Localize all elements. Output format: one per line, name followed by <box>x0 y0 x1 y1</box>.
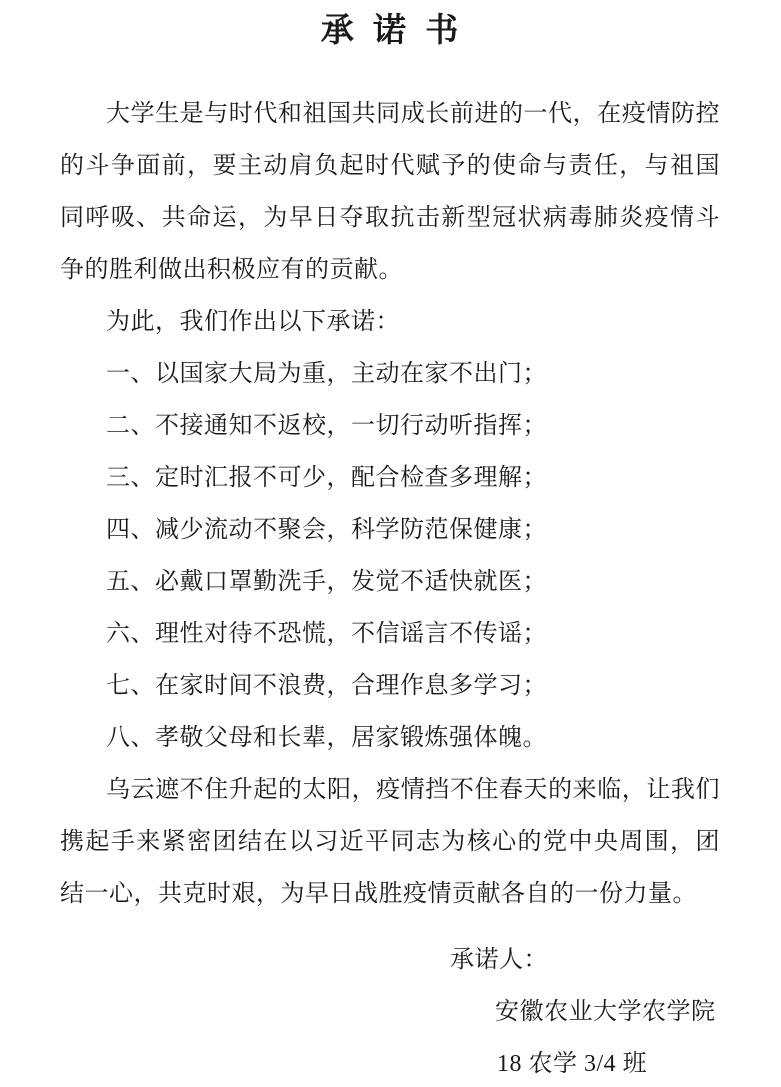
pledge-item-8: 八、孝敬父母和长辈，居家锻炼强体魄。 <box>106 725 547 751</box>
pledge-list <box>60 348 720 764</box>
pledge-item-6: 六、理性对待不恐慌，不信谣言不传谣； <box>106 621 547 647</box>
document-title: 承 诺 书 <box>320 13 460 49</box>
intro-paragraph: 大学生是与时代和祖国共同成长前进的一代，在疫情防控的斗争面前，要主动肩负起时代赋予的使命与责任，与祖国同呼吸、共命运，为早日夺取抗击新型冠状病毒肺炎疫情斗争的胜利做出积极应有的贡献。 <box>60 101 720 283</box>
closing-paragraph: 乌云遮不住升起的太阳，疫情挡不住春天的来临，让我们携起手来紧密团结在以习近平同志为核心的党中央周围，团结一心，共克时艰，为早日战胜疫情贡献各自的一份力量。 <box>60 777 720 907</box>
lead-in-paragraph: 为此，我们作出以下承诺： <box>106 309 400 335</box>
pledge-item-4: 四、减少流动不聚会，科学防范保健康； <box>106 517 547 543</box>
signature-class-name: 18 农学 3/4 班 <box>497 1051 648 1077</box>
signature-block <box>60 934 720 1087</box>
pledge-item-7: 七、在家时间不浪费，合理作息多学习； <box>106 673 547 699</box>
pledge-item-5: 五、必戴口罩勤洗手，发觉不适快就医； <box>106 569 547 595</box>
signature-organization: 安徽农业大学农学院 <box>495 999 716 1025</box>
pledge-item-1: 一、以国家大局为重，主动在家不出门； <box>106 361 547 387</box>
pledge-item-2: 二、不接通知不返校，一切行动听指挥； <box>106 413 547 439</box>
pledge-item-3: 三、定时汇报不可少，配合检查多理解； <box>106 465 547 491</box>
signature-label: 承诺人： <box>450 947 548 973</box>
